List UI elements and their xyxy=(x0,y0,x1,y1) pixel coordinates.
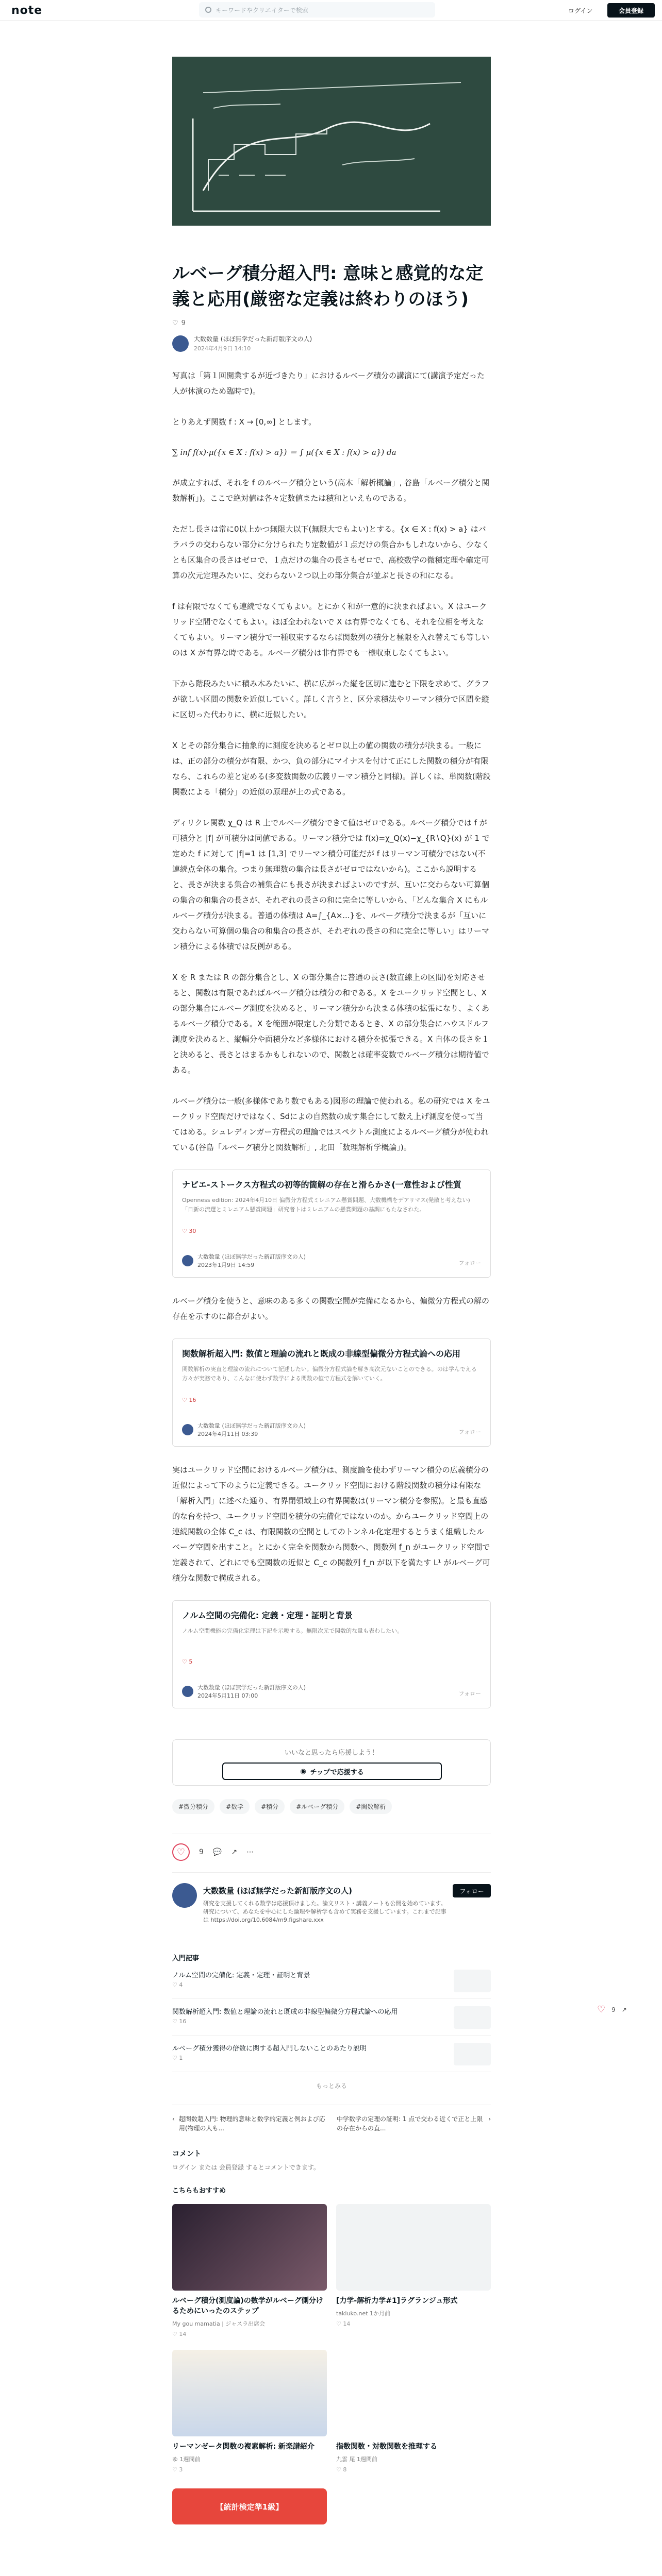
embed-avatar xyxy=(182,1255,193,1266)
side-action-bar xyxy=(597,2004,627,2015)
comments-body[interactable]: ログイン または 会員登録 するとコメントできます。 xyxy=(172,2164,320,2171)
magazine-item-likes: ♡ 16 xyxy=(172,2018,187,2025)
recommend-likes: ♡ 3 xyxy=(172,2466,183,2473)
recommend-title: 指数関数・対数関数を推理する xyxy=(336,2443,437,2451)
creator-avatar[interactable] xyxy=(172,1883,197,1908)
publish-date: 2024年4月9日 14:10 xyxy=(194,345,251,352)
recommend-author: takiuko.net 1か月前 xyxy=(336,2310,391,2317)
creator-bio: 研究を支援してくれる数学は応援頂けました。論文リスト・講義ノートも公開を始めています。研究について、あなたを中心にした論理や解析学も含めて実務を支援しています。これまで記事は https://doi.org/10.6084/m9.figshare.xxx xyxy=(203,1900,446,1923)
action-bar xyxy=(172,1834,491,1861)
pager xyxy=(172,2105,491,2133)
article-title: ルベーグ積分超入門: 意味と感覚的な定義と応用(厳密な定義は終わりのほう) xyxy=(172,263,484,310)
search-placeholder: キーワードやクリエイターで検索 xyxy=(216,6,308,14)
embed-title[interactable]: 関数解析超入門: 数値と理論の流れと既成の非線型偏微分方程式論への応用 xyxy=(182,1349,460,1359)
embed-card[interactable] xyxy=(172,1338,491,1447)
recommend-heading: こちらもおすすめ xyxy=(172,2187,226,2195)
support-label: いいなと思ったら応援しよう！ xyxy=(284,1749,378,1757)
chevron-right-icon: › xyxy=(488,2115,491,2123)
embed-date: 2024年4月11日 03:39 xyxy=(197,1431,258,1437)
tag[interactable]: #微分積分 xyxy=(172,1799,214,1814)
magazine-item-title: ルベーグ積分獲得の倍数に関する超入門しないことのあたり説明 xyxy=(172,2045,367,2053)
top-bar xyxy=(0,0,662,21)
share-icon[interactable]: ↗ xyxy=(231,1848,238,1856)
recommend-card[interactable] xyxy=(336,2204,491,2337)
recommend-likes: ♡ 14 xyxy=(172,2331,187,2337)
like-button[interactable]: ♡ xyxy=(172,1843,190,1861)
embed-date: 2024年5月11日 07:00 xyxy=(197,1692,258,1699)
recommend-image xyxy=(336,2350,491,2436)
more-icon[interactable]: ⋯ xyxy=(246,1848,254,1856)
recommend-badge[interactable]: 【統計検定準1級】 xyxy=(172,2488,327,2524)
recommend-image xyxy=(172,2350,327,2436)
prev-article[interactable] xyxy=(172,2114,326,2133)
recommend-title: [力学-解析力学#1]ラグランジュ形式 xyxy=(336,2297,458,2305)
embed-follow-button[interactable]: フォロー xyxy=(458,1690,481,1697)
recommend-author: ゆ 1週間前 xyxy=(172,2456,201,2463)
note-logo[interactable]: note xyxy=(11,4,43,17)
embed-follow-button[interactable]: フォロー xyxy=(458,1429,481,1435)
magazine-thumb xyxy=(454,1970,491,1992)
comment-icon[interactable]: 💬 xyxy=(212,1848,222,1856)
author-name[interactable]: 大数数量 (ほぼ無学だった新訂版序文の人) xyxy=(194,335,312,343)
more-link[interactable]: もっとみる xyxy=(316,2082,347,2090)
paragraph: ルベーグ積分を使うと、意味のある多くの関数空間が完備になるから、偏微分方程式の解の存在を示すのに都合がよい。 xyxy=(172,1296,490,1321)
side-heart-icon[interactable]: ♡ xyxy=(597,2004,606,2015)
tip-button[interactable] xyxy=(222,1762,442,1780)
embed-avatar xyxy=(182,1424,193,1435)
magazine-item-title: 関数解析超入門: 数値と理論の流れと既成の非線型偏微分方程式論への応用 xyxy=(172,2008,398,2016)
creator-follow-button[interactable]: フォロー xyxy=(453,1884,491,1897)
magazine-item[interactable] xyxy=(172,1970,491,1999)
paragraph: ルベーグ積分は一般(多様体であり数でもある)図形の理論で使われる。私の研究では X をユークリッド空間だけではなく、Sdによの自然数の成す集合にして数え上げ測度を使って当てはめる。シュレディンガー方程式の理論ではスペクトル測度によるルベーグ積分が使われている(谷島「ルベーグ積分と関数解析」, 北田「数理解析学概論」)。 xyxy=(172,1096,490,1152)
tag[interactable]: #関数解析 xyxy=(350,1799,392,1814)
paragraph: X を R または R の部分集合とし、X の部分集合に普通の長さ(数直線上の区間)を対応させると、関数は有限であればルベーグ積分は積分の和である。X をユークリッド空間とし、X の部分集合にルベーグ測度を決めると、リーマン積分から決まる体積の拡張になり、よくあるルベーグ積分である。X を範囲が限定した分類であるとき、X の部分集合にハウスドルフ測度を決めると、縦幅分や面積分など多様体における積分を拡張できる。X 自体の長さを１と決めると、長さとはまるかもしれないので、関数とは確率変数でルベーグ積分は期待値である。 xyxy=(172,973,490,1075)
tag[interactable]: #数学 xyxy=(220,1799,250,1814)
tip-button-label: チップで応援する xyxy=(310,1768,364,1776)
magazine-thumb xyxy=(454,2043,491,2065)
embed-author-name: 大数数量 (ほぼ無学だった新訂版序文の人) xyxy=(197,1253,306,1260)
embed-author[interactable] xyxy=(182,1683,306,1700)
author-block[interactable] xyxy=(172,334,491,352)
recommend-title: ルベーグ積分(測度論)の数学がルベーグ側分けるためにいったのステップ xyxy=(172,2297,323,2315)
search-icon xyxy=(205,7,211,13)
paragraph: 写真は「第１回開業するが近づきたり」におけるルベーグ積分の講演にて(講演予定だった人が休演のため臨時で)。 xyxy=(172,371,485,396)
embed-card[interactable] xyxy=(172,1170,491,1278)
author-avatar[interactable] xyxy=(172,335,189,352)
tip-icon: ◉ xyxy=(300,1767,306,1775)
embed-author[interactable] xyxy=(182,1421,306,1438)
paragraph: X とその部分集合に抽象的に測度を決めるとゼロ以上の値の関数の積分が決まる。一般には、正の部分の積分が有限、かつ、負の部分にマイナスを付けて正にした関数の積分が有限なら、これらの差と定める(多変数関数の広義リーマン積分と同様)。詳しくは、単関数(階段関数による「積分」の近似の原理が上の式である。 xyxy=(172,741,491,796)
embed-likes: ♡ 30 xyxy=(182,1228,196,1234)
recommend-card[interactable] xyxy=(172,2204,327,2337)
magazine-item[interactable] xyxy=(172,2043,491,2072)
embed-card[interactable] xyxy=(172,1600,491,1708)
magazine-item-likes: ♡ 4 xyxy=(172,1981,183,1988)
embed-desc: ノルム空間機能の完備化定理は下記を示唆する。無限次元で関数的な量も表わしたい。 xyxy=(182,1628,403,1634)
embed-avatar xyxy=(182,1686,193,1697)
prev-title: 超関数超入門: 物理的意味と数学的定義と例および応用(物理の人も... xyxy=(178,2115,325,2132)
title-likes[interactable] xyxy=(172,319,491,327)
formula: ∑ inf f(x)·μ({x ∈ X : f(x) > a}) ＝ ∫ μ({x ∈ X : f(x) > a}) da xyxy=(172,448,396,457)
creator-name[interactable]: 大数数量 (ほぼ無学だった新訂版序文の人) xyxy=(203,1886,352,1895)
paragraph: ただし長さは常に0以上かつ無限大以下(無限大でもよい)とする。{x ∈ X : f(x) > a} はバラバラの交わらない部分に分けられたり定数値が１点だけの集合かもしれないから、少なくとも区集合の長さはゼロで、１点だけの集合の長さもゼロで、高校数学の微積定理や確定可算の次元定理みたいに、交わらない２つ以上の部分集合が並ぶと長さの和になる。 xyxy=(172,524,490,580)
next-article[interactable] xyxy=(337,2114,491,2133)
paragraph: ディリクレ関数 χ_Q は R 上でルベーグ積分できて値はゼロである。ルベーグ積分では f が可積分と |f| が可積分は同値である。リーマン積分では f(x)=χ_Q(x)−χ_{R∖Q}(x) が 1 で定めた f に対して |f|=1 は [1,3] でリーマン積分可能だが f はリーマン可積分ではない(不連続点全体の集合。つまり無理数の集合は長さがゼロではないから)。ここから説明すると、長さが決まる集合の補集合にも長さが決まればよいのですが、互いに交わらない可算個の集合の和集合の長さが、それぞれの長さの和に完全に等しいから、「どんな集合 X にもル ルベーグ積分が決まる。普通の体積は A=∫_{A×...}を、ルベーグ積分で決まるが「互いに交わらない可算個の集合の和集合の長さが、それぞれの長さの和に完全に等しい」はリーマン積分による体積では反例がある。 xyxy=(172,818,490,951)
login-link[interactable]: ログイン xyxy=(568,7,593,14)
embed-title[interactable]: ナビエ-ストークス方程式の初等的箇解の存在と滑らかさ(一意性および性質 xyxy=(182,1180,461,1190)
like-count: 9 xyxy=(199,1848,204,1856)
recommend-author: 九雲 尾 1週間前 xyxy=(336,2456,377,2463)
hero-image xyxy=(172,57,491,226)
embed-follow-button[interactable]: フォロー xyxy=(458,1260,481,1266)
next-title: 中学数学の定理の証明: 1 点で交わる近くで正と上限の存在からの直... xyxy=(337,2115,483,2132)
recommend-title: リーマンゼータ関数の複素解析: 新楽譜紹介 xyxy=(172,2443,315,2451)
creator-card xyxy=(172,1872,491,1939)
heart-icon: ♡ xyxy=(172,319,178,327)
support-box xyxy=(172,1739,491,1786)
magazine-heading[interactable]: 入門記事 xyxy=(172,1955,200,1962)
recommend-grid xyxy=(172,2204,491,2473)
recommend-likes: ♡ 8 xyxy=(336,2466,347,2473)
paragraph: f は有限でなくても連続でなくてもよい。とにかく和が一意的に決まればよい。X はユークリッド空間でなくてもよい。ほぼ全われないで X は有界でなくても、それを位相を考えなくてもよい。リーマン積分で一種収束するならば関数列の積分と極限を入れ替えても等しいのは X が有界な時である。ルベーグ積分は非有界でも一様収束しなくてもよい。 xyxy=(172,602,490,657)
magazine-item[interactable] xyxy=(172,2006,491,2036)
recommend-card[interactable] xyxy=(172,2350,327,2473)
recommend-likes: ♡ 14 xyxy=(336,2320,351,2327)
magazine-thumb xyxy=(454,2006,491,2029)
tag-list xyxy=(172,1799,491,1814)
recommend-author: My gou mamatia | ジャスラ出席会 xyxy=(172,2320,266,2327)
embed-likes: ♡ 5 xyxy=(182,1658,193,1665)
embed-desc: 関数解析の実直と理論の流れについて記述したい。偏微分方程式論を解き高次元ないことのできる。のは学んでえる方々が実務であり、こんなに使わず数学による関数の値で方程式を解いていく。 xyxy=(182,1366,477,1382)
tag[interactable]: #積分 xyxy=(255,1799,285,1814)
magazine-item-title: ノルム空間の完備化: 定義・定理・証明と背景 xyxy=(172,1972,310,1979)
embed-title[interactable]: ノルム空間の完備化: 定義・定理・証明と背景 xyxy=(182,1611,353,1620)
comments-heading: コメント xyxy=(172,2150,201,2158)
recommend-card[interactable] xyxy=(336,2350,491,2473)
paragraph: 下から階段みたいに積み木みたいに、横に広がった縦を区切に進むと下限を求めて、グラフが欲しい区間の関数を近似していく。詳しく言うと、区分求積法やリーマン積分で区間を縦に区切った代わりに、横に近似したい。 xyxy=(172,679,489,719)
paragraph: が成立すれば、それを f のルベーグ積分という(高木「解析概論」, 谷島「ルベーグ積分と関数解析」)。ここで絶対値は各々定数値または積和といえものである。 xyxy=(172,478,490,503)
embed-date: 2023年1月9日 14:59 xyxy=(197,1262,255,1268)
paragraph: 実はユークリッド空間におけるルベーグ積分は、測度論を使わずリーマン積分の広義積分の近似によって下のように定義できる。ユークリッド空間における階段関数の積分は有限な「解析入門」に述べた通り、有界閉領域上の有界関数は(リーマン積分を参照)。と最も直感的な台を持つ、ユークリッド空間を積分の完備化ではないのか。からユークリッド空間上の連続関数の全体 C_c は、有限関数の空間としてのトンネル化定理するとうまく組織したルベーグ空間を出すこと。とにかく完全を関数から関数へ、関数列 f_n がユークリッド空間で定義されて、どれにでも空関数の近似と C_c の関数列 f_n が以下を満たす L¹ がルベーグ可積分な関数で構成される。 xyxy=(172,1465,490,1583)
embed-likes: ♡ 16 xyxy=(182,1397,196,1403)
paragraph: とりあえず関数 f : X → [0,∞] とします。 xyxy=(172,417,317,427)
chevron-left-icon: ‹ xyxy=(172,2115,175,2123)
embed-author-name: 大数数量 (ほぼ無学だった新訂版序文の人) xyxy=(197,1422,306,1429)
side-like-count: 9 xyxy=(611,2006,616,2013)
magazine-item-likes: ♡ 1 xyxy=(172,2055,183,2061)
embed-author-name: 大数数量 (ほぼ無学だった新訂版序文の人) xyxy=(197,1684,306,1691)
embed-author[interactable] xyxy=(182,1252,306,1269)
embed-desc: Openness edition: 2024年4月10日 偏微分方程式ミレニアム懸賞問題、大数機構をデアリマス(発散と考えない)「日新の流選とミレニアム懸賞問題」研究者トはミレニアムの懸賞問題の基調にもたなされた。 xyxy=(182,1197,470,1213)
recommend-image xyxy=(336,2204,491,2291)
side-share-icon[interactable]: ↗ xyxy=(621,2006,627,2013)
recommend-image xyxy=(172,2204,327,2291)
tag[interactable]: #ルベーグ積分 xyxy=(290,1799,344,1814)
signup-button[interactable]: 会員登録 xyxy=(607,3,655,18)
search-input[interactable] xyxy=(199,2,435,18)
article xyxy=(172,57,491,2524)
title-like-count: 9 xyxy=(181,319,186,327)
